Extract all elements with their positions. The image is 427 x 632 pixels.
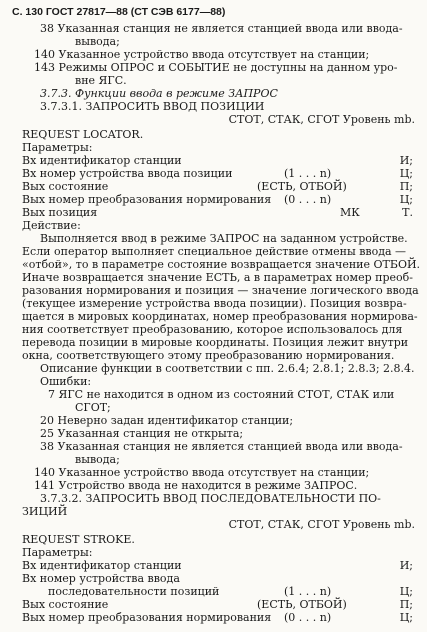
error-line: 140 Указанное устройство ввода отсутствует на станции; [34, 466, 370, 479]
param-line: Вых номер преобразования нормирования [22, 193, 272, 206]
param-line: Вых состояние [22, 180, 109, 193]
text-line: Иначе возвращается значение ЕСТЬ, а в параметрах номер преоб- [22, 271, 413, 284]
text-line: щается в мировых координатах, номер преобразования нормирова- [22, 310, 418, 323]
text-line: 38 Указанная станция не является станцией ввода или ввода- [40, 22, 403, 35]
text-line: Выполняется ввод в режиме ЗАПРОС на заданном устройстве. [40, 232, 408, 245]
error-line: СГОТ; [75, 401, 111, 414]
text-line: ния соответствует преобразованию, которое использовалось для [22, 323, 403, 336]
text-line: разования нормирования и позиция — значение логического ввода [22, 284, 419, 297]
text-line: 143 Режимы ОПРОС и СОБЫТИЕ не доступны на данном уро- [34, 61, 398, 74]
function-name: REQUEST LOCATOR. [22, 128, 144, 141]
text-line: 140 Указанное устройство ввода отсутствует на станции; [34, 48, 370, 61]
text-line: вывода; [75, 35, 120, 48]
param-line: Вых позиция [22, 206, 98, 219]
subsection-heading: 3.7.3.1. ЗАПРОСИТЬ ВВОД ПОЗИЦИИ [40, 100, 265, 113]
page-header: С. 130 ГОСТ 27817—88 (СТ СЭВ 6177—88) [12, 6, 226, 18]
text-line: (текущее измерение устройства ввода позиции). Позиция возвра- [22, 297, 407, 310]
text-line: окна, соответствующего этому преобразованию нормирования. [22, 349, 395, 362]
error-line: вывода; [75, 453, 120, 466]
param-range: (1 . . . n) [284, 585, 332, 598]
label-parameters: Параметры: [22, 546, 93, 559]
label-action: Действие: [22, 219, 81, 232]
error-line: 25 Указанная станция не открыта; [40, 427, 244, 440]
subsection-heading: 3.7.3.2. ЗАПРОСИТЬ ВВОД ПОСЛЕДОВАТЕЛЬНОСТИ ПО- [40, 492, 381, 505]
param-type: Ц; [399, 611, 413, 624]
param-line: Вх номер устройства ввода позиции [22, 167, 233, 180]
param-range: (0 . . . n) [284, 611, 332, 624]
param-type: П; [399, 598, 413, 611]
param-line: Вх идентификатор станции [22, 154, 182, 167]
param-type: П; [399, 180, 413, 193]
error-line: 38 Указанная станция не является станцией ввода или ввода- [40, 440, 403, 453]
param-type: И; [399, 154, 413, 167]
text-line: вне ЯГС. [75, 74, 127, 87]
section-heading: 3.7.3. Функции ввода в режиме ЗАПРОС [40, 87, 278, 100]
param-line: Вх номер устройства ввода [22, 572, 180, 585]
text-line: перевода позиции в мировые координаты. Позиция лежит внутри [22, 336, 409, 349]
label-errors: Ошибки: [40, 375, 92, 388]
param-type: Т. [402, 206, 413, 219]
error-line: 141 Устройство ввода не находится в режиме ЗАПРОС. [34, 479, 358, 492]
error-line: 7 ЯГС не находится в одном из состояний СТОТ, СТАК или [48, 388, 395, 401]
state-level-line: СТОТ, СТАК, СГОТ Уровень mb. [228, 518, 415, 531]
function-name: REQUEST STROKE. [22, 533, 135, 546]
param-type: Ц; [399, 193, 413, 206]
param-line: последовательности позиций [48, 585, 220, 598]
label-parameters: Параметры: [22, 141, 93, 154]
param-range: (1 . . . n) [284, 167, 332, 180]
text-line: «отбой», то в параметре состояние возвращается значение ОТБОЙ. [22, 258, 421, 271]
param-type: Ц; [399, 585, 413, 598]
subsection-heading: ЗИЦИЙ [22, 505, 68, 518]
param-range: (ЕСТЬ, ОТБОЙ) [257, 180, 347, 193]
text-line: Если оператор выполняет специальное действие отмены ввода — [22, 245, 407, 258]
param-type: И; [399, 559, 413, 572]
param-line: Вых номер преобразования нормирования [22, 611, 272, 624]
param-range: (ЕСТЬ, ОТБОЙ) [257, 598, 347, 611]
error-line: 20 Неверно задан идентификатор станции; [40, 414, 294, 427]
text-line: Описание функции в соответствии с пп. 2.6.4; 2.8.1; 2.8.3; 2.8.4. [40, 362, 415, 375]
param-type: Ц; [399, 167, 413, 180]
param-range: МК [340, 206, 360, 219]
param-range: (0 . . . n) [284, 193, 332, 206]
state-level-line: СТОТ, СТАК, СГОТ Уровень mb. [228, 113, 415, 126]
param-line: Вых состояние [22, 598, 109, 611]
param-line: Вх идентификатор станции [22, 559, 182, 572]
